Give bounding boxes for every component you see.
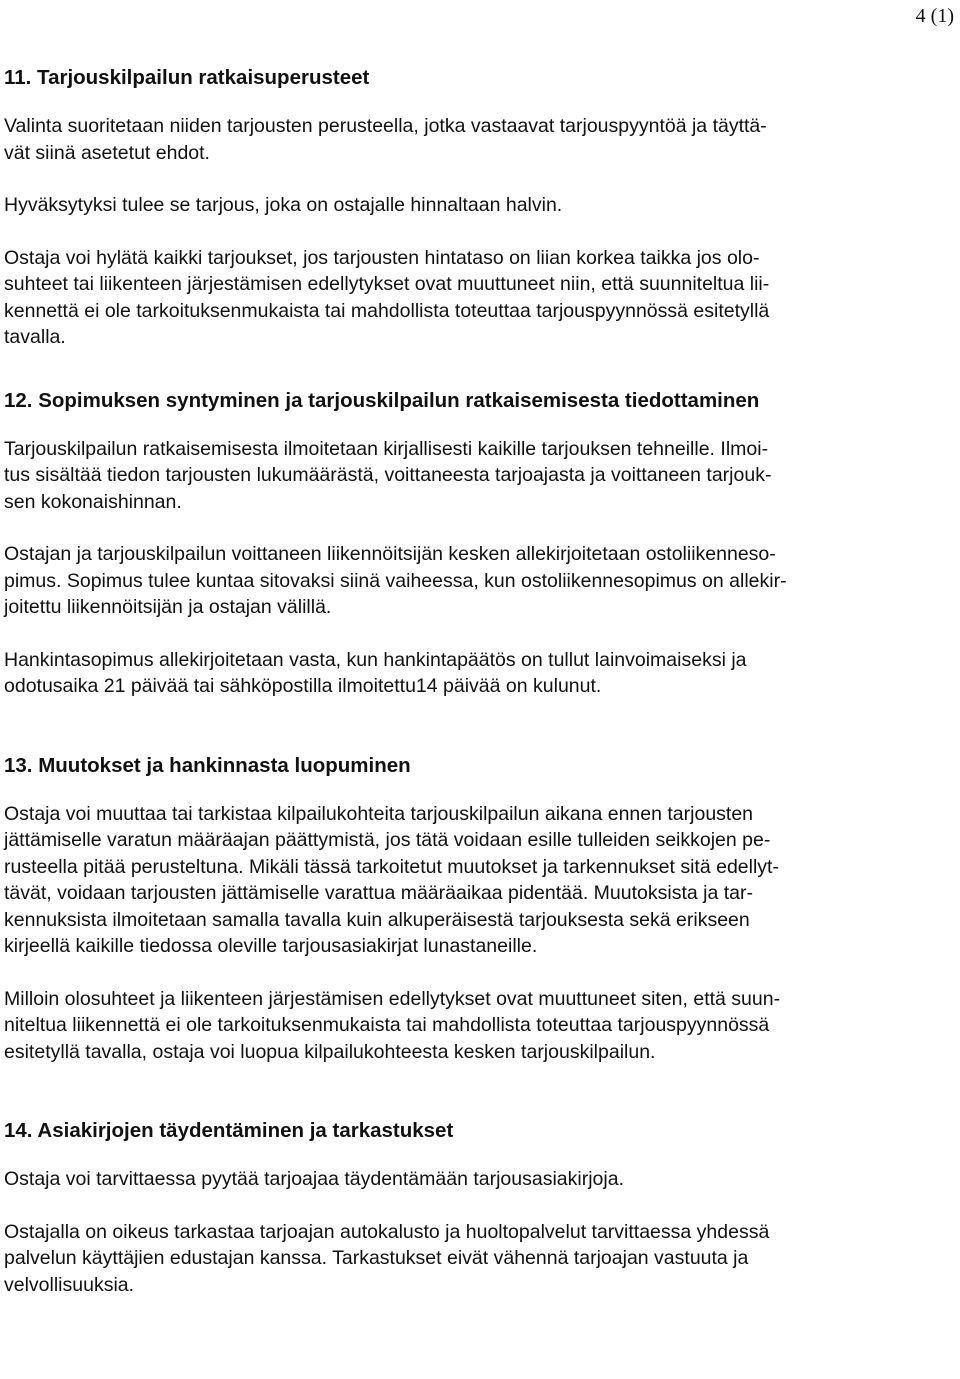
section-heading: 11. Tarjouskilpailun ratkaisuperusteet <box>4 66 370 89</box>
paragraph: Ostajan ja tarjouskilpailun voittaneen liikennöitsijän kesken allekirjoitetaan ostoliikenneso- pimus. Sopimus tulee kuntaa sitovaksi siinä vaiheessa, kun ostoliikennesopimus on allekir- joitettu liikennöitsijän ja ostajan välillä. <box>4 543 787 618</box>
section-heading: 12. Sopimuksen syntyminen ja tarjouskilpailun ratkaisemisesta tiedottaminen <box>4 388 760 412</box>
paragraph: Hankintasopimus allekirjoitetaan vasta, kun hankintapäätös on tullut lainvoimaiseksi ja odotusaika 21 päivää tai sähköpostilla ilmoitettu14 päivää on kulunut. <box>4 648 747 697</box>
section-heading: 13. Muutokset ja hankinnasta luopuminen <box>4 753 411 777</box>
paragraph: Milloin olosuhteet ja liikenteen järjestämisen edellytykset ovat muuttuneet siten, että suun- niteltua liikennettä ei ole tarkoituksenmukaista tai mahdollista toteuttaa tarjouspyynnössä esitetyllä tavalla, ostaja voi luopua kilpailukohteesta kesken tarjouskilpailun. <box>4 987 781 1063</box>
section-heading: 14. Asiakirjojen täydentäminen ja tarkastukset <box>4 1119 454 1142</box>
paragraph: Tarjouskilpailun ratkaisemisesta ilmoitetaan kirjallisesti kaikille tarjouksen tehneille. Ilmoi- tus sisältää tiedon tarjousten lukumäärästä, voittaneesta tarjoajasta ja voittaneen tarjouk- sen kokonaishinnan. <box>4 437 772 513</box>
paragraph: Ostaja voi hylätä kaikki tarjoukset, jos tarjousten hintataso on liian korkea taikka jos olo- suhteet tai liikenteen järjestämisen edellytykset ovat muuttuneet niin, että suunniteltua lii- kennettä ei ole tarkoituksenmukaista tai mahdollista toteuttaa tarjouspyynnössä esitetyllä tavalla. <box>4 246 770 348</box>
paragraph: Ostaja voi tarvittaessa pyytää tarjoajaa täydentämään tarjousasiakirjoja. <box>4 1168 624 1190</box>
section-13 <box>4 752 950 1066</box>
section-12 <box>4 387 950 700</box>
paragraph: Hyväksytyksi tulee se tarjous, joka on ostajalle hinnaltaan halvin. <box>4 194 563 216</box>
section-11 <box>4 64 950 351</box>
document-body <box>4 64 950 1298</box>
page-number: 4 (1) <box>915 5 954 27</box>
section-14 <box>4 1117 950 1298</box>
paragraph: Valinta suoritetaan niiden tarjousten perusteella, jotka vastaavat tarjouspyyntöä ja täyttä- vät siinä asetetut ehdot. <box>4 115 767 164</box>
paragraph: Ostaja voi muuttaa tai tarkistaa kilpailukohteita tarjouskilpailun aikana ennen tarjousten jättämiselle varatun määräajan päättymistä, jos tätä voidaan esille tulleiden seikkojen pe- rusteella pitää perusteltuna. Mikäli tässä tarkoitetut muutokset ja tarkennukset sitä edellyt- tävät, voidaan tarjousten jättämiselle varattua määräaikaa pidentää. Muutoksista ja tar- kennuksista ilmoitetaan samalla tavalla kuin alkuperäisestä tarjouksesta sekä erikseen kirjeellä kaikille tiedossa oleville tarjousasiakirjat lunastaneille. <box>4 802 779 957</box>
paragraph: Ostajalla on oikeus tarkastaa tarjoajan autokalusto ja huoltopalvelut tarvittaessa yhdessä palvelun käyttäjien edustajan kanssa. Tarkastukset eivät vähennä tarjoajan vastuuta ja velvollisuuksia. <box>4 1220 770 1296</box>
